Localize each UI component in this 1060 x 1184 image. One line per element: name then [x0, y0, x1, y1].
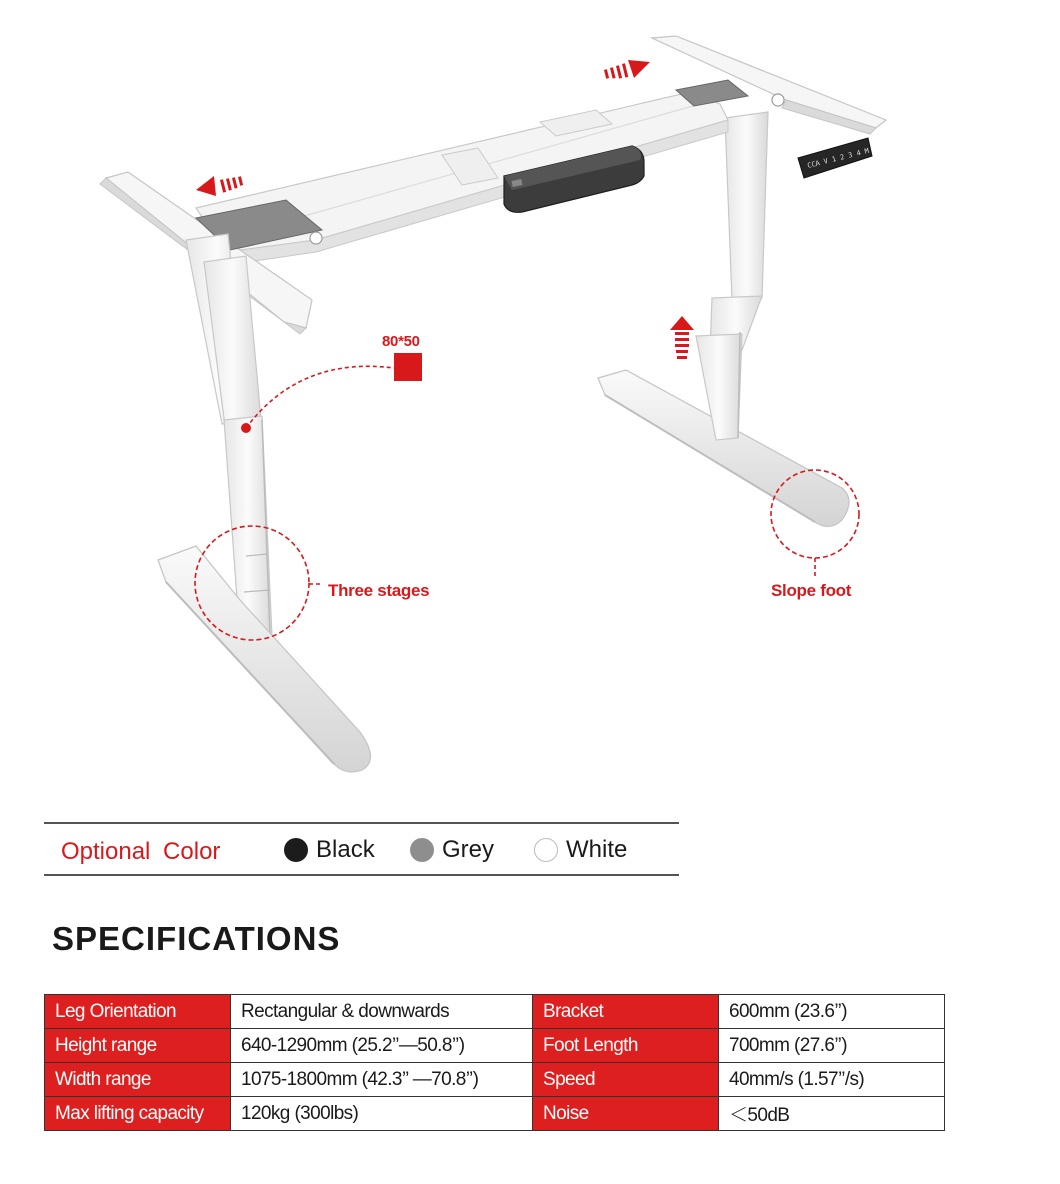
spec-value: 700mm (27.6’’) — [719, 1029, 945, 1063]
tube-size-label: 80*50 — [382, 333, 420, 350]
table-row — [45, 1063, 945, 1097]
spec-value: 1075-1800mm (42.3’’ —70.8’’) — [231, 1063, 533, 1097]
tube-size-callout — [241, 353, 422, 433]
arrow-up-icon — [670, 316, 694, 359]
keypad-buttons: CCA V 1 2 3 4 M — [806, 146, 870, 170]
spec-value: Rectangular & downwards — [231, 995, 533, 1029]
spec-key: Width range — [45, 1063, 231, 1097]
spec-key: Height range — [45, 1029, 231, 1063]
color-option-white — [534, 836, 627, 864]
spec-value: 40mm/s (1.57’’/s) — [719, 1063, 945, 1097]
spec-value: 640-1290mm (25.2’’—50.8’’) — [231, 1029, 533, 1063]
spec-value: ＜50dB — [719, 1097, 945, 1131]
arrow-right-icon — [604, 60, 650, 79]
slope-foot-label: Slope foot — [771, 581, 852, 600]
color-option-label: Black — [316, 836, 375, 863]
color-option-grey — [410, 836, 494, 864]
optional-color-title: Optional Color — [61, 838, 221, 865]
right-leg — [696, 112, 768, 440]
spec-key: Bracket — [533, 995, 719, 1029]
table-row — [45, 995, 945, 1029]
color-option-black — [284, 836, 375, 864]
three-stages-label: Three stages — [328, 581, 430, 600]
white-swatch-icon — [534, 838, 558, 862]
table-row — [45, 1097, 945, 1131]
color-option-label: Grey — [442, 836, 495, 863]
spec-key: Leg Orientation — [45, 995, 231, 1029]
optional-color-strip — [44, 822, 679, 876]
specifications-heading: SPECIFICATIONS — [52, 920, 341, 957]
spec-value: 600mm (23.6’’) — [719, 995, 945, 1029]
spec-key: Foot Length — [533, 1029, 719, 1063]
spec-key: Noise — [533, 1097, 719, 1131]
arrow-left-icon — [196, 176, 243, 196]
color-option-label: White — [566, 836, 628, 863]
tube-section-square — [394, 353, 422, 381]
handset-keypad — [798, 138, 872, 178]
spec-key: Speed — [533, 1063, 719, 1097]
black-swatch-icon — [284, 838, 308, 862]
spec-value: 120kg (300lbs) — [231, 1097, 533, 1131]
grey-swatch-icon — [410, 838, 434, 862]
specifications-table — [44, 994, 945, 1131]
table-row — [45, 1029, 945, 1063]
spec-key: Max lifting capacity — [45, 1097, 231, 1131]
